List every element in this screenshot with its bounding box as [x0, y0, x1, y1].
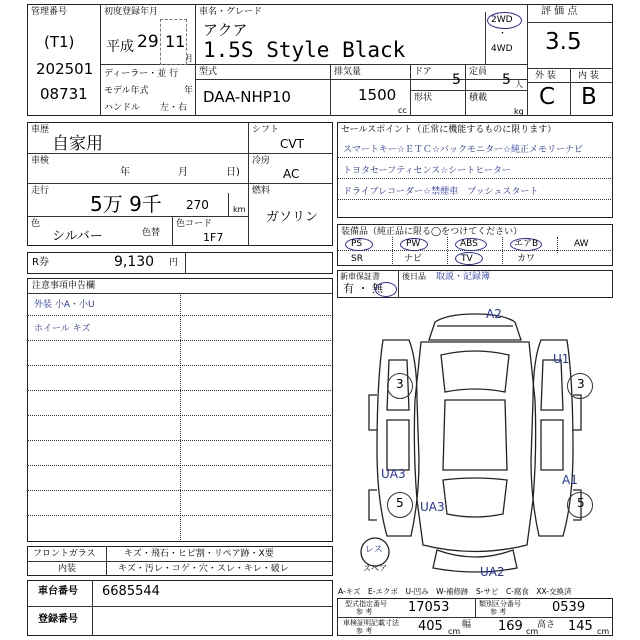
dims-length: 405: [418, 619, 443, 634]
rating-label: 評 価 点: [541, 6, 578, 17]
car-grade: 1.5S Style Black: [203, 38, 406, 62]
class-code-ref: 参 考: [490, 608, 507, 616]
dims-length-unit: cm: [448, 627, 461, 636]
interior-options: キズ・汚レ・コゲ・穴・スレ・キレ・破レ: [118, 564, 289, 574]
registration-label: 登録番号: [38, 614, 78, 625]
car-name-label: 車名・グレード: [199, 7, 263, 17]
dims-height: 145: [568, 619, 593, 634]
color-code-label: 色コード: [176, 219, 213, 229]
sales-point-3: ドライブレコーダー☆禁煙車 プッシュスタート: [343, 187, 539, 197]
mark-left-ua3: UA3: [381, 467, 406, 481]
class-code-label: 類別区分番号: [479, 600, 521, 608]
dealer-label: ディーラー・並 行: [104, 69, 179, 79]
equip-pw: PW: [406, 239, 421, 249]
manual-value: 取説・記録簿: [436, 272, 491, 282]
model-year-unit: 年: [184, 86, 194, 96]
displacement-value: 1500: [358, 86, 397, 104]
doors-value: 5: [452, 72, 461, 88]
warranty-options: 有 ・ 無: [343, 282, 383, 295]
mgmt-label: 管理番号: [31, 7, 68, 17]
shift-label: シフト: [252, 125, 280, 135]
model-code: DAA-NHP10: [203, 88, 291, 106]
first-reg-era: 平成: [106, 39, 134, 55]
fuel-value: ガソリン: [266, 210, 319, 225]
rating-score: 3.5: [545, 29, 582, 55]
note-line-1: 外装 小A・小U: [34, 300, 95, 310]
inspection-month-unit: 月: [178, 167, 188, 178]
mark-front-a2: A2: [486, 307, 502, 321]
windshield-options: キズ・飛石・ヒビ割・リペア跡・X要: [124, 549, 274, 559]
shift-value: CVT: [280, 137, 304, 151]
doors-label: ドア: [414, 67, 432, 77]
repaint-label: 色替: [142, 228, 161, 238]
mgmt-number-1: 202501: [36, 60, 94, 78]
dims-height-unit: cm: [597, 627, 610, 636]
sales-point-1: スマートキー☆ＥＴＣ☆バックモニター☆純正メモリーナビ: [343, 145, 584, 155]
load-unit: kg: [514, 107, 524, 116]
recycle-label: R券: [32, 257, 49, 268]
mileage-value: 5万 9千: [90, 192, 162, 216]
first-reg-month-unit: 月: [185, 54, 193, 63]
usage-label: 車歴: [31, 125, 50, 135]
notes-label: 注意事項申告欄: [32, 281, 96, 291]
capacity-label: 定員: [469, 67, 488, 77]
drive-4wd: 4WD: [491, 44, 513, 54]
capacity-unit: 人: [515, 80, 523, 89]
type-cert-number: 17053: [408, 600, 450, 615]
inspection-label: 車検: [31, 156, 50, 166]
mark-right-3: 3: [577, 377, 585, 391]
usage-value: 自家用: [52, 134, 103, 154]
spare-label: スペア: [363, 564, 387, 573]
dims-width-unit: cm: [526, 627, 539, 636]
spare-mark: レス: [365, 545, 383, 555]
mileage-unit: km: [233, 205, 246, 214]
inspection-day-unit: 日): [226, 167, 240, 178]
car-name: アクア: [203, 21, 248, 39]
equip-aw: AW: [574, 239, 589, 249]
mark-right-5: 5: [577, 496, 585, 510]
chassis-number: 6685544: [102, 584, 160, 599]
drive-separator: ・: [498, 29, 508, 39]
mark-left-3: 3: [396, 377, 404, 391]
type-cert-ref: 参 考: [356, 608, 373, 616]
mileage-small: 270: [186, 198, 209, 212]
dims-ref: 参 考: [356, 627, 373, 635]
car-diagram: [337, 300, 613, 582]
model-label: 型式: [199, 67, 218, 77]
mileage-label: 走行: [31, 186, 50, 196]
chassis-label: 車台番号: [38, 586, 78, 597]
shape-label: 形状: [414, 93, 433, 103]
load-label: 積載: [469, 93, 488, 103]
first-reg-year: 29: [137, 32, 159, 52]
sales-point-2: トヨタセーフティセンス☆シートヒーター: [343, 166, 511, 176]
mgmt-code: (T1): [44, 33, 75, 51]
dims-height-label: 高さ: [537, 620, 556, 630]
dims-label: 車検証明記載寸法: [343, 619, 399, 627]
equip-ps: PS: [351, 239, 363, 249]
dims-width-label: 幅: [462, 620, 472, 630]
equip-leather: カワ: [517, 254, 536, 264]
equip-navi: ナビ: [404, 254, 423, 264]
equipment-label: 装備品（純正品に限る◯をつけてください）: [341, 227, 523, 237]
interior-rating-label: 内 装: [578, 71, 599, 81]
equip-abs: ABS: [460, 239, 478, 249]
type-cert-label: 型式指定番号: [345, 600, 387, 608]
equip-sr: SR: [351, 254, 363, 264]
recycle-value: 9,130: [114, 254, 155, 270]
aircon-value: AC: [283, 167, 300, 181]
windshield-label: フロントガラス: [33, 549, 96, 559]
sales-points-label: セールスポイント（正常に機能するものに限ります）: [341, 125, 557, 135]
recycle-unit: 円: [169, 258, 179, 268]
fuel-label: 燃料: [252, 186, 271, 196]
damage-legend: A-キズ E-エクボ U-凹み W-補修跡 S-サビ C-腐食 XX-交換済: [338, 587, 572, 596]
class-code-number: 0539: [552, 600, 586, 615]
capacity-value: 5: [502, 72, 511, 88]
mgmt-number-2: 08731: [40, 85, 88, 103]
displacement-label: 排気量: [334, 67, 362, 77]
handle-options: 左・右: [160, 103, 188, 113]
dims-width: 169: [498, 619, 523, 634]
inspection-year-unit: 年: [120, 167, 130, 178]
displacement-unit: cc: [398, 106, 407, 115]
recycle-box: [27, 252, 333, 274]
equip-tv: TV: [461, 254, 473, 264]
aircon-label: 冷房: [252, 156, 271, 166]
warranty-none-circle: [375, 282, 397, 297]
equip-airbag: エアB: [514, 239, 539, 249]
handle-label: ハンドル: [104, 103, 141, 113]
exterior-rating: C: [539, 84, 556, 110]
color-value: シルバー: [52, 229, 103, 244]
note-line-2: ホイール キズ: [34, 324, 91, 334]
mark-right-u1: U1: [553, 352, 570, 366]
first-reg-label: 初度登録年月: [104, 7, 159, 17]
warranty-label: 新車保証書: [340, 272, 380, 281]
interior-rating: B: [581, 84, 597, 110]
mark-right-a1: A1: [562, 473, 578, 487]
color-code: 1F7: [203, 231, 224, 244]
manual-label: 後日品: [402, 272, 426, 281]
exterior-rating-label: 外 装: [535, 71, 556, 81]
mark-rear-ua2: UA2: [480, 565, 505, 579]
first-reg-month: 11: [165, 32, 186, 51]
model-year-label: モデル年式: [104, 86, 149, 96]
drive-2wd: 2WD: [491, 15, 513, 25]
color-label: 色: [31, 219, 41, 229]
interior-label: 内装: [58, 564, 77, 574]
mark-left-5: 5: [396, 496, 404, 510]
mark-inner-ua3: UA3: [420, 500, 445, 514]
